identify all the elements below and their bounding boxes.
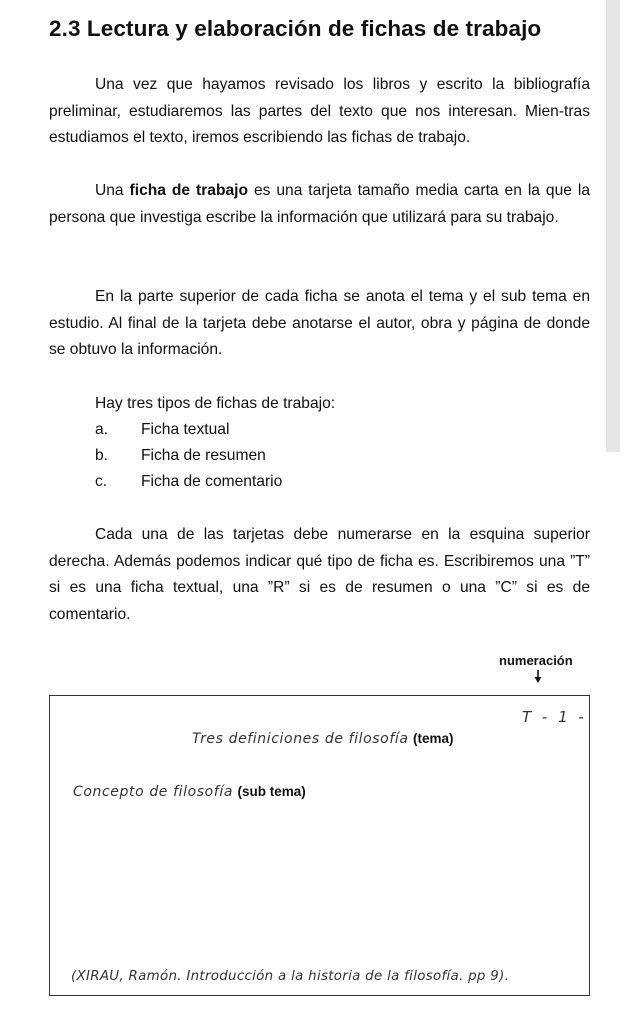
card-tema-text: Tres definiciones de filosofía	[192, 731, 409, 747]
paragraph-numbering: Cada una de las tarjetas debe numerarse en la esquina superior derecha. Además podemos indicar qué tipo de ficha es. Escribiremos una ”T” si es una ficha textual, una ”R” si es de resumen o una ”C” si es de comentario.	[49, 526, 590, 623]
paragraph-definition	[49, 178, 590, 231]
card-tema-tag: (tema)	[412, 731, 454, 746]
sample-card	[49, 695, 590, 996]
card-subtema-tag: (sub tema)	[237, 784, 306, 799]
list-item-label: Ficha textual	[141, 421, 230, 438]
list-item	[95, 417, 282, 443]
list-item-letter: c.	[95, 473, 108, 490]
list-item	[95, 443, 282, 469]
list-item-label: Ficha de comentario	[141, 473, 283, 490]
arrow-down-icon	[533, 668, 543, 684]
term-ficha-de-trabajo: ficha de trabajo	[129, 182, 249, 199]
list-item-letter: a.	[95, 421, 109, 438]
section-heading: 2.3 Lectura y elaboración de fichas de trabajo	[49, 16, 542, 41]
paragraph-definition-rest: es una tarjeta tamaño media carta en la que la persona que investiga escribe la información que utilizará para su trabajo.	[49, 182, 590, 226]
paragraph-intro: Una vez que hayamos revisado los libros y escrito la bibliografía preliminar, estudiaremos las partes del texto que nos interesan. Mien-tras estudiamos el texto, iremos escribiendo las fichas de trabajo.	[49, 76, 590, 146]
scrollbar[interactable]	[606, 0, 620, 452]
list-item-label: Ficha de resumen	[141, 447, 266, 464]
numeracion-label: numeración	[499, 653, 573, 668]
types-lead: Hay tres tipos de fichas de trabajo:	[95, 395, 336, 412]
card-number: T - 1 -	[522, 708, 587, 726]
paragraph-structure: En la parte superior de cada ficha se anota el tema y el sub tema en estudio. Al final de la tarjeta debe anotarse el autor, obra y página de donde se obtuvo la información.	[49, 288, 590, 358]
card-tema	[192, 730, 454, 748]
paragraph-definition-start: Una	[95, 182, 130, 199]
list-item	[95, 469, 282, 495]
list-item-letter: b.	[95, 447, 109, 464]
card-subtema	[73, 783, 306, 801]
types-list	[95, 417, 282, 495]
card-reference: (XIRAU, Ramón. Introducción a la historia de la filosofía. pp 9).	[71, 969, 510, 984]
card-subtema-text: Concepto de filosofía	[73, 784, 233, 800]
